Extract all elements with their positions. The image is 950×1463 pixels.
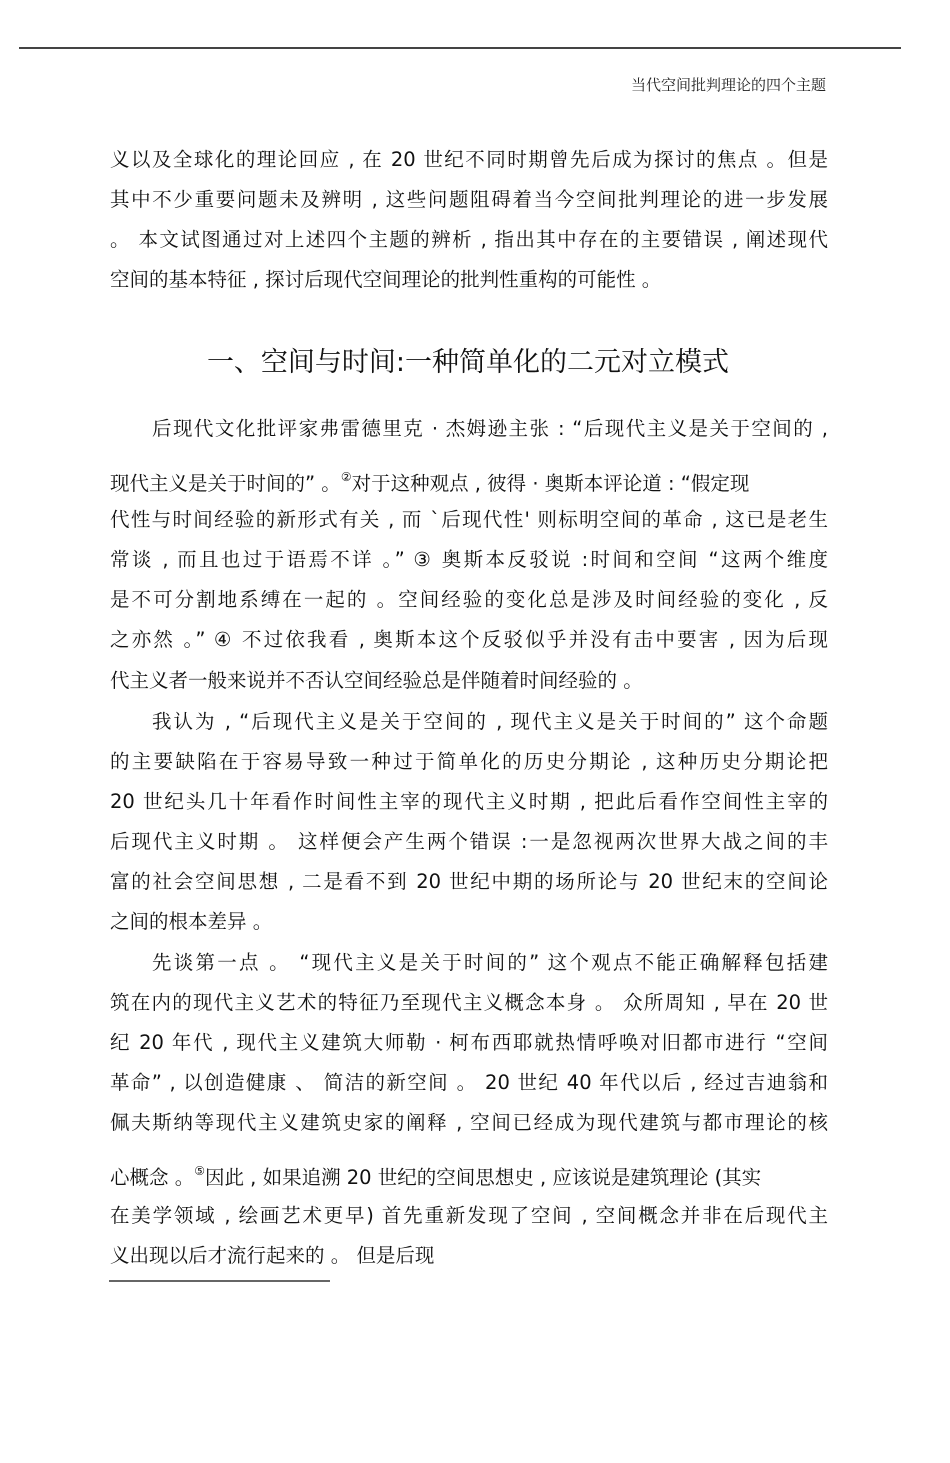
text-line: 常谈 , 而且也过于语焉不详 。” ③ 奥斯本反驳说 :时间和空间 “这两个维度 xyxy=(110,548,828,571)
running-title: 当代空间批判理论的四个主题 xyxy=(630,76,826,94)
text-line: 在美学领域 , 绘画艺术更早) 首先重新发现了空间 , 空间概念并非在后现代主 xyxy=(110,1204,828,1227)
text-line: 纪 20 年代 , 现代主义建筑大师勒 · 柯布西耶就热情呼唤对旧都市进行 “空间 xyxy=(110,1031,828,1054)
text-segment: 因此 , 如果追溯 20 世纪的空间思想史 , 应该说是建筑理论 (其实 xyxy=(204,1166,762,1189)
text-line xyxy=(110,464,828,497)
text-segment: 心概念 。 xyxy=(110,1166,195,1189)
text-line: 后现代主义时期 。 这样便会产生两个错误 :一是忽视两次世界大战之间的丰 xyxy=(110,830,828,853)
text-segment: 现代主义是关于时间的” 。 xyxy=(110,472,341,495)
text-line: 空间的基本特征 , 探讨后现代空间理论的批判性重构的可能性 。 xyxy=(110,268,662,291)
text-line: 筑在内的现代主义艺术的特征乃至现代主义概念本身 。 众所周知 , 早在 20 世 xyxy=(110,991,828,1014)
text-line: 富的社会空间思想 , 二是看不到 20 世纪中期的场所论与 20 世纪末的空间论 xyxy=(110,870,828,893)
text-line: 革命” , 以创造健康 、 简洁的新空间 。 20 世纪 40 年代以后 , 经过吉迪翁和 xyxy=(110,1071,828,1094)
text-line: 之亦然 。” ④ 不过依我看 , 奥斯本这个反驳似乎并没有击中要害 , 因为后现 xyxy=(110,628,828,651)
text-line: 义以及全球化的理论回应 , 在 20 世纪不同时期曾先后成为探讨的焦点 。但是 xyxy=(110,148,828,171)
footnote-rule xyxy=(109,1280,330,1282)
text-line: 20 世纪头几十年看作时间性主宰的现代主义时期 , 把此后看作空间性主宰的 xyxy=(110,790,828,813)
text-line: 。 本文试图通过对上述四个主题的辨析 , 指出其中存在的主要错误 , 阐述现代 xyxy=(110,228,828,251)
text-line: 义出现以后才流行起来的 。 但是后现 xyxy=(110,1244,435,1267)
section-heading: 一、空间与时间:一种简单化的二元对立模式 xyxy=(206,347,730,378)
footnote-mark[interactable]: ⑤ xyxy=(194,1164,205,1178)
header-rule xyxy=(19,47,901,49)
text-line: 之间的根本差异 。 xyxy=(110,910,273,933)
text-line: 代性与时间经验的新形式有关 , 而 `后现代性' 则标明空间的革命 , 这已是老生 xyxy=(110,508,828,531)
text-line: 我认为 , “后现代主义是关于空间的 , 现代主义是关于时间的” 这个命题 xyxy=(152,710,828,733)
footnote-mark[interactable]: ② xyxy=(340,470,352,484)
text-line: 是不可分割地系缚在一起的 。空间经验的变化总是涉及时间经验的变化 , 反 xyxy=(110,588,828,611)
text-line: 后现代文化批评家弗雷德里克 · 杰姆逊主张 : “后现代主义是关于空间的 , xyxy=(152,417,828,440)
text-segment: 对于这种观点 , 彼得 · 奥斯本评论道 : “假定现 xyxy=(351,472,750,495)
text-line xyxy=(110,1158,828,1191)
text-line: 先谈第一点 。 “现代主义是关于时间的” 这个观点不能正确解释包括建 xyxy=(152,951,828,974)
text-line: 代主义者一般来说并不否认空间经验总是伴随着时间经验的 。 xyxy=(110,669,643,692)
text-line: 佩夫斯纳等现代主义建筑史家的阐释 , 空间已经成为现代建筑与都市理论的核 xyxy=(110,1111,828,1134)
text-line: 其中不少重要问题未及辨明 , 这些问题阻碍着当今空间批判理论的进一步发展 xyxy=(110,188,828,211)
text-line: 的主要缺陷在于容易导致一种过于简单化的历史分期论 , 这种历史分期论把 xyxy=(110,750,828,773)
